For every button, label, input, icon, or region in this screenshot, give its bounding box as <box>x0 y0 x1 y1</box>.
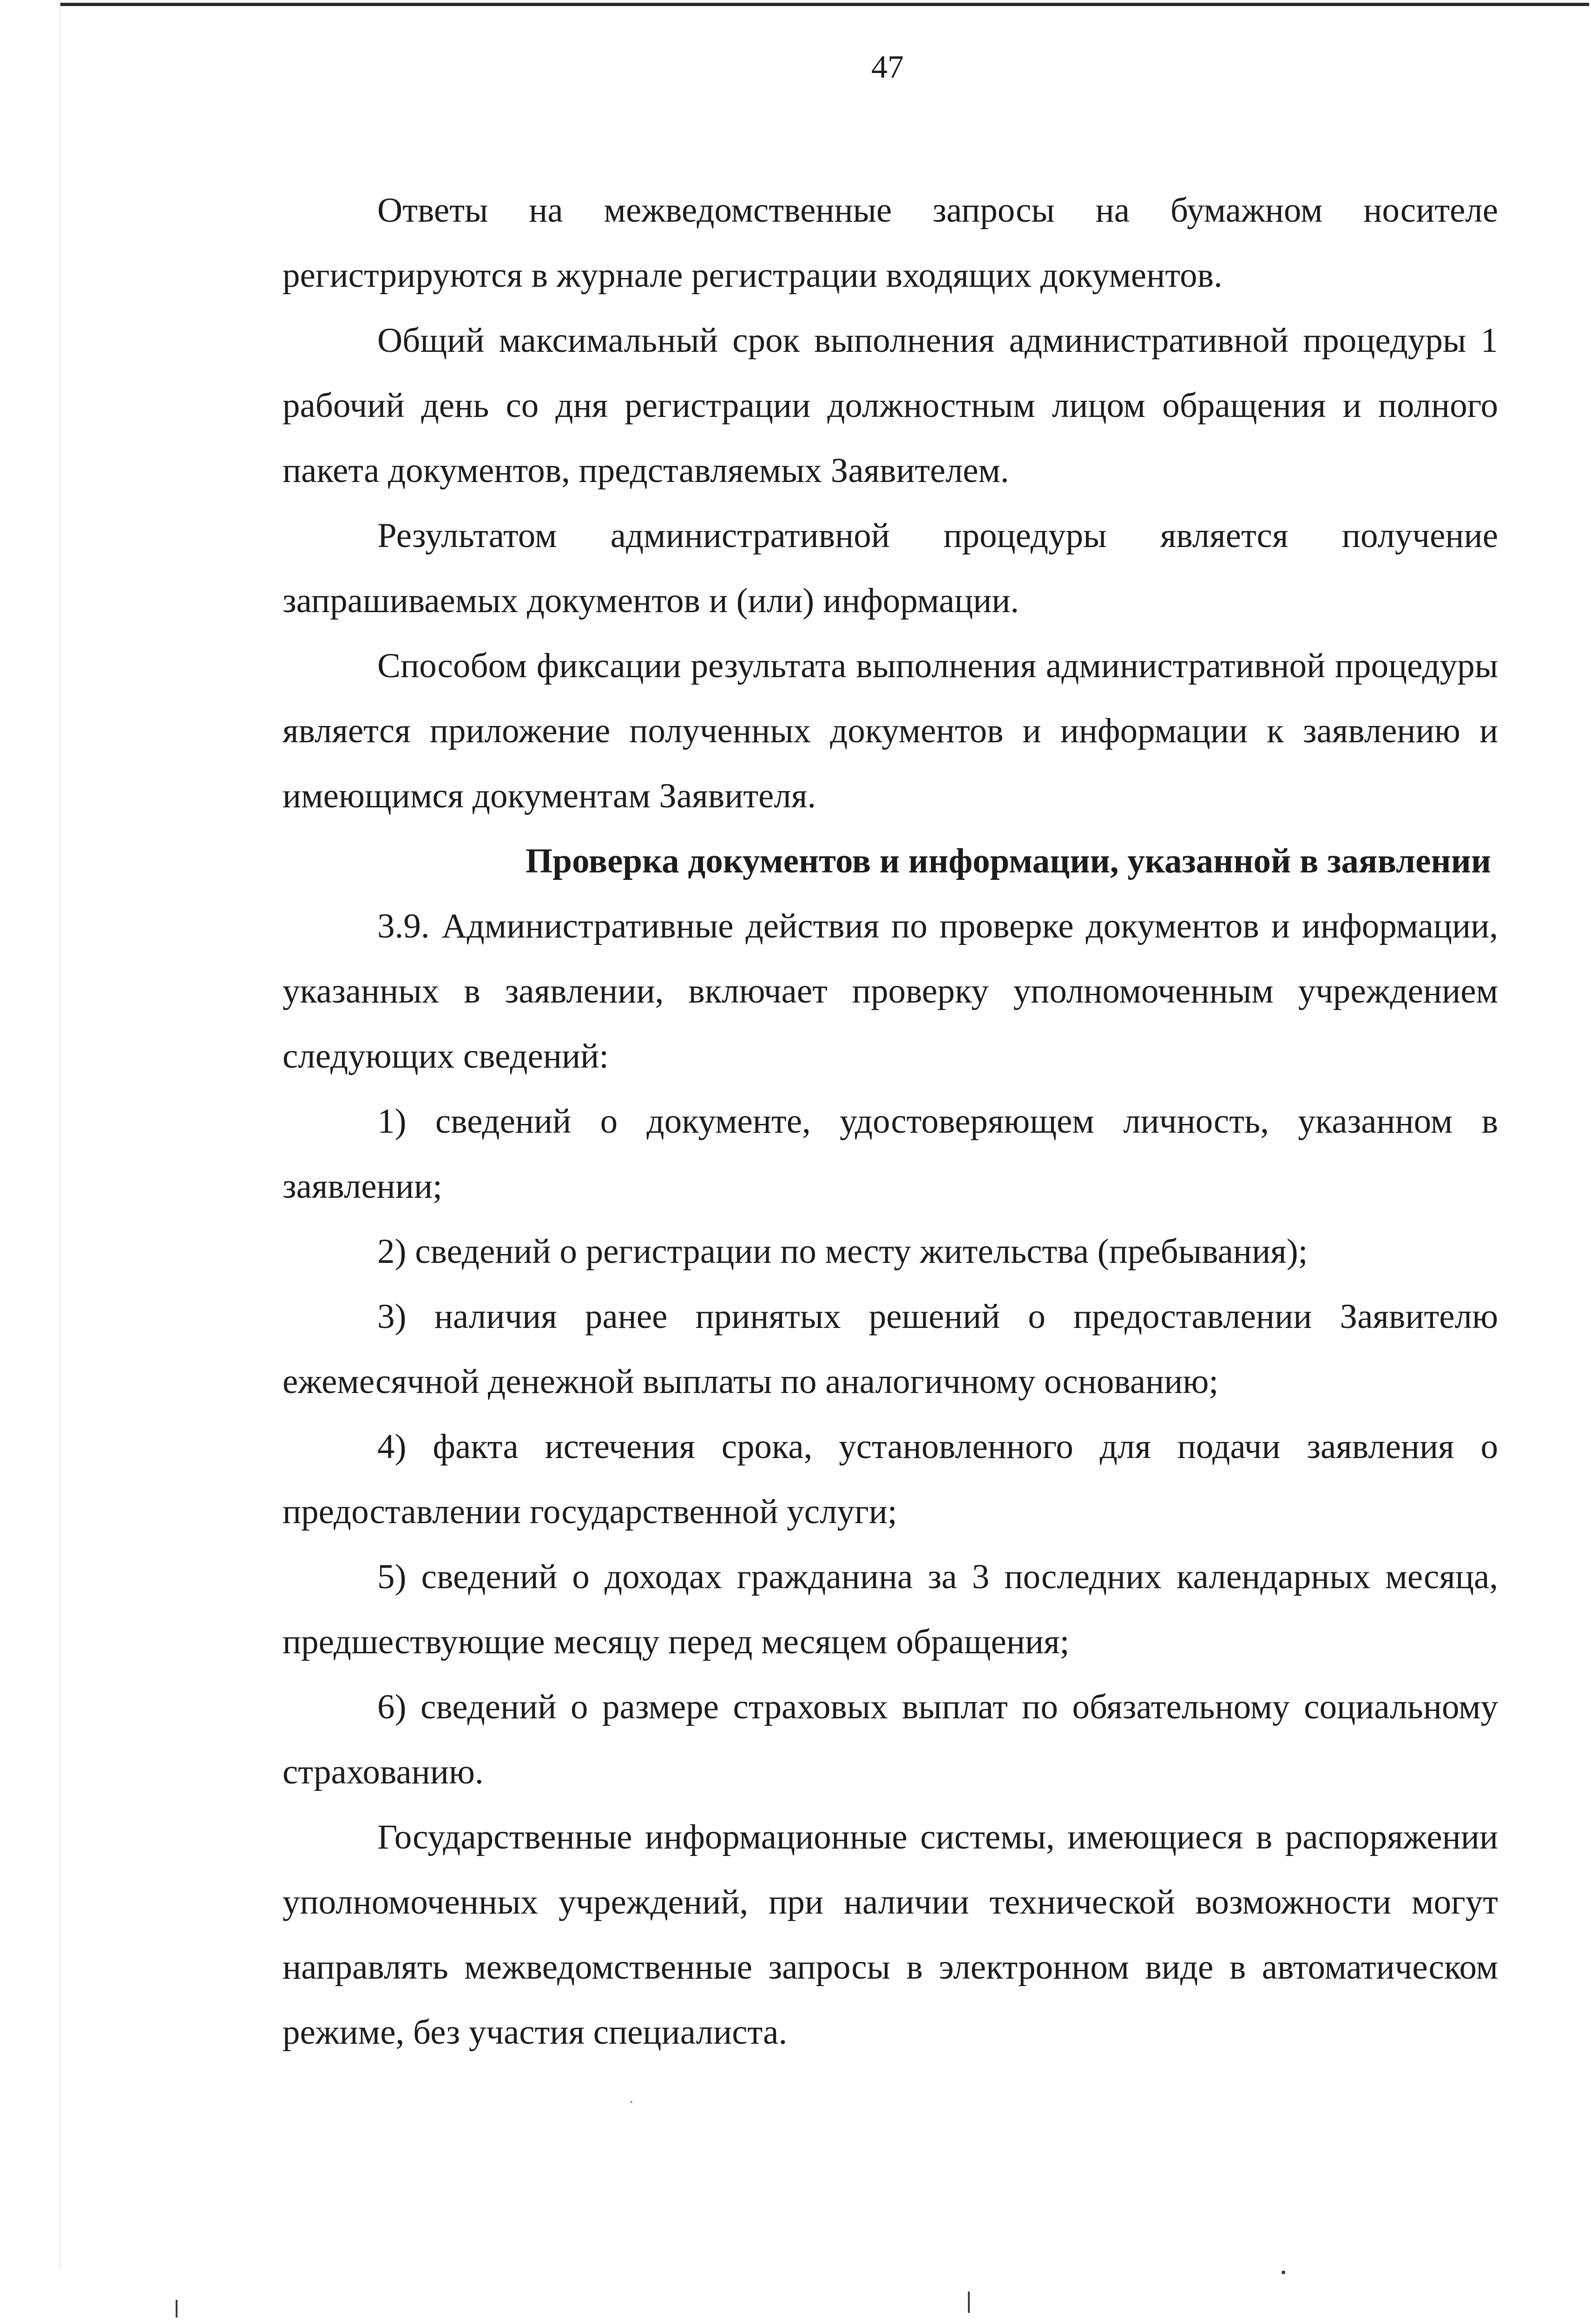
paragraph: 3.9. Административные действия по проверке документов и информации, указанных в заявлении, включает проверку уполномоченным учреждением следующих сведений: <box>283 907 1498 1076</box>
list-item: 2) сведений о регистрации по месту жительства (пребывания); <box>377 1232 1308 1271</box>
paragraph: Общий максимальный срок выполнения административной процедуры 1 рабочий день со дня регистрации должностным лицом обращения и полного пакета документов, представляемых Заявителем. <box>283 321 1498 490</box>
scan-mark <box>176 2300 178 2317</box>
list-item: 4) факта истечения срока, установленного для подачи заявления о предоставлении государственной услуги; <box>283 1427 1498 1531</box>
top-border-line <box>60 3 1589 6</box>
document-body <box>283 178 1498 2065</box>
paragraph: Результатом административной процедуры является получение запрашиваемых документов и (или) информации. <box>283 516 1498 620</box>
list-item: 3) наличия ранее принятых решений о предоставлении Заявителю ежемесячной денежной выплаты по аналогичному основанию; <box>283 1297 1498 1401</box>
paragraph: Ответы на межведомственные запросы на бумажном носителе регистрируются в журнале регистрации входящих документов. <box>283 191 1498 295</box>
page-number: 47 <box>871 49 904 85</box>
section-heading: Проверка документов и информации, указанной в заявлении <box>525 842 1491 880</box>
list-item: 5) сведений о доходах гражданина за 3 последних календарных месяца, предшествующие месяцу перед месяцем обращения; <box>283 1558 1498 1661</box>
scan-speck <box>1282 2271 1285 2274</box>
paragraph: Государственные информационные системы, имеющиеся в распоряжении уполномоченных учреждений, при наличии технической возможности могут направлять межведомственные запросы в электронном виде в автоматическом режиме, без участия специалиста. <box>283 1818 1498 2052</box>
scan-speck <box>630 2101 632 2103</box>
list-item: 6) сведений о размере страховых выплат по обязательному социальному страхованию. <box>283 1688 1498 1791</box>
scan-edge <box>59 0 60 2268</box>
list-item: 1) сведений о документе, удостоверяющем личность, указанном в заявлении; <box>283 1102 1498 1206</box>
paragraph: Способом фиксации результата выполнения административной процедуры является приложение полученных документов и информации к заявлению и имеющимся документам Заявителя. <box>283 647 1498 815</box>
scan-mark <box>968 2291 970 2313</box>
